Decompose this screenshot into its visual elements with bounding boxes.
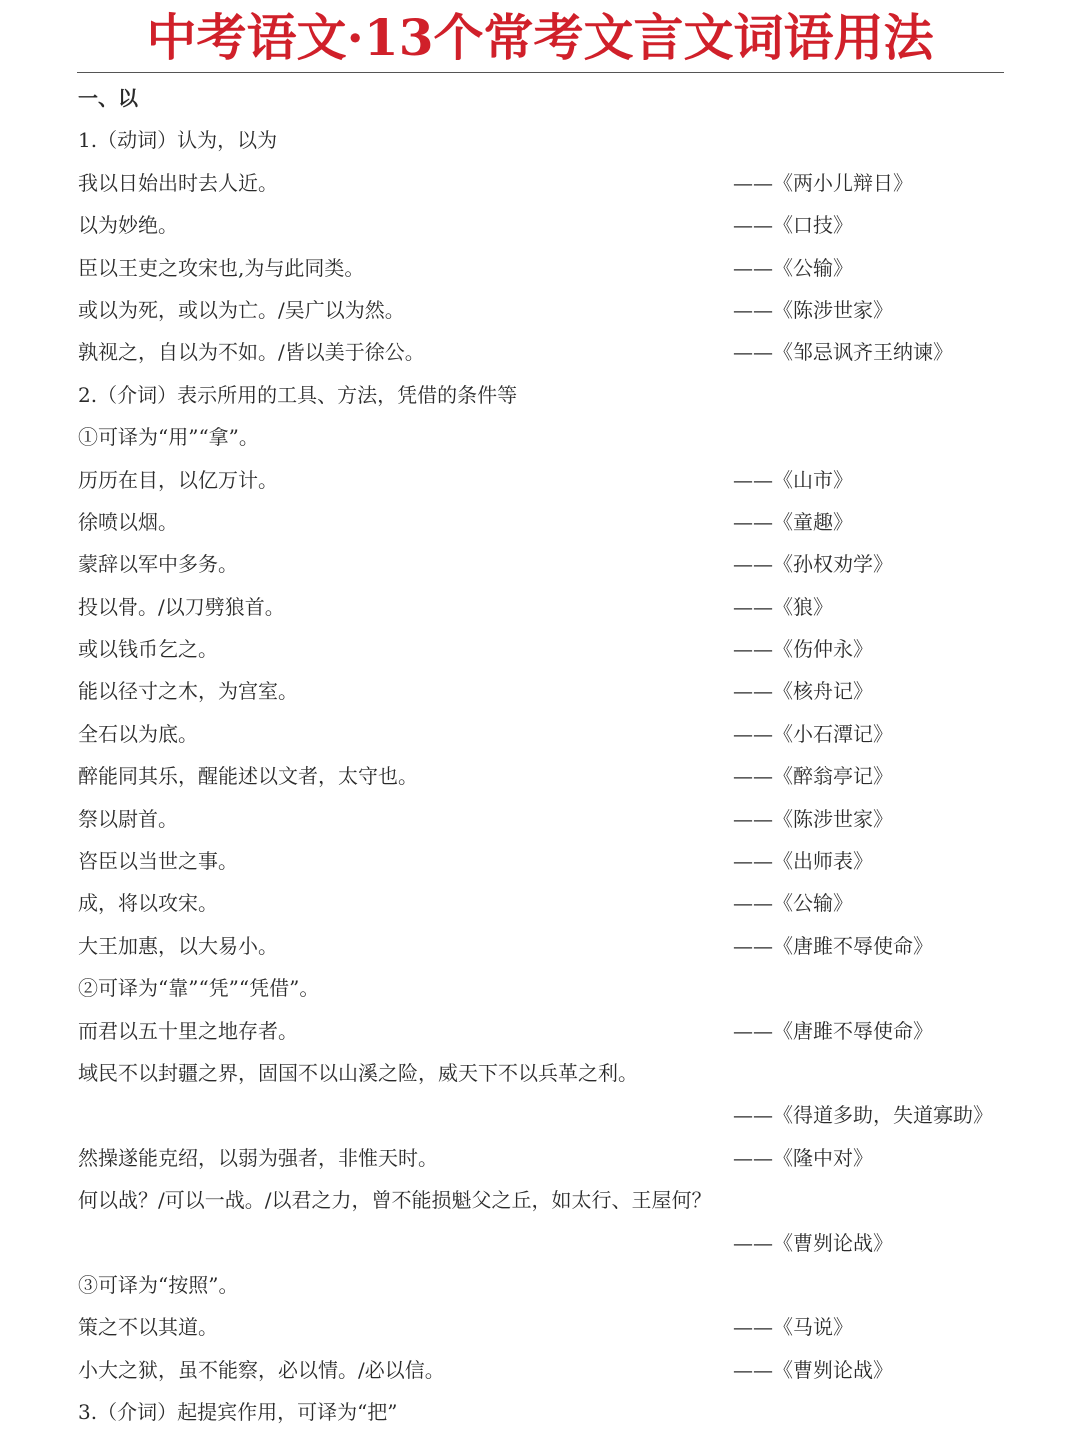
example-source-line	[78, 1094, 1008, 1136]
example-line	[78, 628, 1008, 670]
example-source: ——《曹刿论战》	[733, 1357, 893, 1382]
section-heading-text: 一、以	[78, 86, 138, 110]
example-text: 孰视之，自以为不如。/皆以美于徐公。	[78, 340, 425, 365]
example-source: ——《陈涉世家》	[733, 297, 893, 322]
usage-heading	[78, 374, 1008, 416]
usage-note-text: ①可译为“用”“拿”。	[78, 425, 259, 450]
example-text: 我以日始出时去人近。	[78, 170, 278, 195]
example-line	[78, 925, 1008, 967]
example-text: 然操遂能克绍，以弱为强者，非惟天时。	[78, 1145, 438, 1170]
example-source: ——《出师表》	[733, 849, 873, 874]
example-source: ——《山市》	[733, 467, 853, 492]
example-source: ——《马说》	[733, 1315, 853, 1340]
example-text: 以为妙绝。	[78, 213, 178, 238]
usage-note-text: ②可译为“靠”“凭”“凭借”。	[78, 976, 320, 1001]
example-line	[78, 204, 1008, 246]
example-source: ——《陈涉世家》	[733, 806, 893, 831]
example-line	[78, 713, 1008, 755]
example-source: ——《两小儿辩日》	[733, 170, 913, 195]
usage-heading-text: 1.（动词）认为，以为	[78, 128, 278, 153]
example-text: 何以战？/可以一战。/以君之力，曾不能损魁父之丘，如太行、王屋何？	[78, 1188, 712, 1213]
usage-note	[78, 1264, 1008, 1306]
example-line	[78, 331, 1008, 373]
example-line	[78, 670, 1008, 712]
example-source: ——《醉翁亭记》	[733, 764, 893, 789]
example-line	[78, 1349, 1008, 1391]
example-line	[78, 1306, 1008, 1348]
usage-heading-text: 2.（介词）表示所用的工具、方法，凭借的条件等	[78, 382, 518, 407]
example-line	[78, 247, 1008, 289]
example-line	[78, 162, 1008, 204]
example-source: ——《公输》	[733, 891, 853, 916]
example-text: 咨臣以当世之事。	[78, 849, 238, 874]
example-source: ——《唐雎不辱使命》	[733, 1018, 933, 1043]
example-text: 能以径寸之木，为宫室。	[78, 679, 298, 704]
example-source: ——《狼》	[733, 594, 833, 619]
example-text: 或以为死，或以为亡。/吴广以为然。	[78, 297, 405, 322]
example-line	[78, 1179, 1008, 1221]
example-text: 蒙辞以军中多务。	[78, 552, 238, 577]
example-line	[78, 586, 1008, 628]
example-source: ——《得道多助，失道寡助》	[733, 1103, 993, 1128]
example-text: 祭以尉首。	[78, 806, 178, 831]
example-source: ——《曹刿论战》	[733, 1230, 893, 1255]
usage-note-text: ③可译为“按照”。	[78, 1272, 239, 1297]
example-line	[78, 798, 1008, 840]
example-line	[78, 543, 1008, 585]
example-source-line	[78, 1222, 1008, 1264]
example-text: 历历在目，以亿万计。	[78, 467, 278, 492]
example-line	[78, 1010, 1008, 1052]
example-line	[78, 289, 1008, 331]
example-source: ——《邹忌讽齐王纳谏》	[733, 340, 953, 365]
example-line	[78, 1052, 1008, 1094]
example-source: ——《童趣》	[733, 509, 853, 534]
example-line	[78, 459, 1008, 501]
example-line	[78, 501, 1008, 543]
example-source: ——《伤仲永》	[733, 637, 873, 662]
example-source: ——《公输》	[733, 255, 853, 280]
usage-note	[78, 967, 1008, 1009]
example-line	[78, 840, 1008, 882]
example-text: 域民不以封疆之界，固国不以山溪之险，威天下不以兵革之利。	[78, 1060, 638, 1085]
document-body	[78, 77, 1008, 1434]
example-text: 全石以为底。	[78, 721, 198, 746]
example-source: ——《唐雎不辱使命》	[733, 933, 933, 958]
example-source: ——《核舟记》	[733, 679, 873, 704]
section-heading	[78, 77, 1008, 119]
example-text: 大王加惠，以大易小。	[78, 933, 278, 958]
usage-note	[78, 416, 1008, 458]
example-text: 成，将以攻宋。	[78, 891, 218, 916]
usage-heading-text: 3.（介词）起提宾作用，可译为“把”	[78, 1400, 398, 1425]
title-divider	[77, 72, 1004, 73]
page-title: 中考语文·13个常考文言文词语用法	[146, 8, 934, 67]
usage-heading	[78, 1391, 1008, 1433]
example-line	[78, 755, 1008, 797]
example-source: ——《隆中对》	[733, 1145, 873, 1170]
example-line	[78, 1137, 1008, 1179]
example-source: ——《小石潭记》	[733, 721, 893, 746]
example-text: 小大之狱，虽不能察，必以情。/必以信。	[78, 1357, 445, 1382]
example-text: 而君以五十里之地存者。	[78, 1018, 298, 1043]
example-text: 徐喷以烟。	[78, 509, 178, 534]
example-text: 策之不以其道。	[78, 1315, 218, 1340]
example-line	[78, 882, 1008, 924]
example-text: 或以钱币乞之。	[78, 637, 218, 662]
example-text: 臣以王吏之攻宋也,为与此同类。	[78, 255, 365, 280]
example-text: 醉能同其乐，醒能述以文者，太守也。	[78, 764, 418, 789]
example-source: ——《口技》	[733, 213, 853, 238]
usage-heading	[78, 119, 1008, 161]
example-source: ——《孙权劝学》	[733, 552, 893, 577]
example-text: 投以骨。/以刀劈狼首。	[78, 594, 285, 619]
